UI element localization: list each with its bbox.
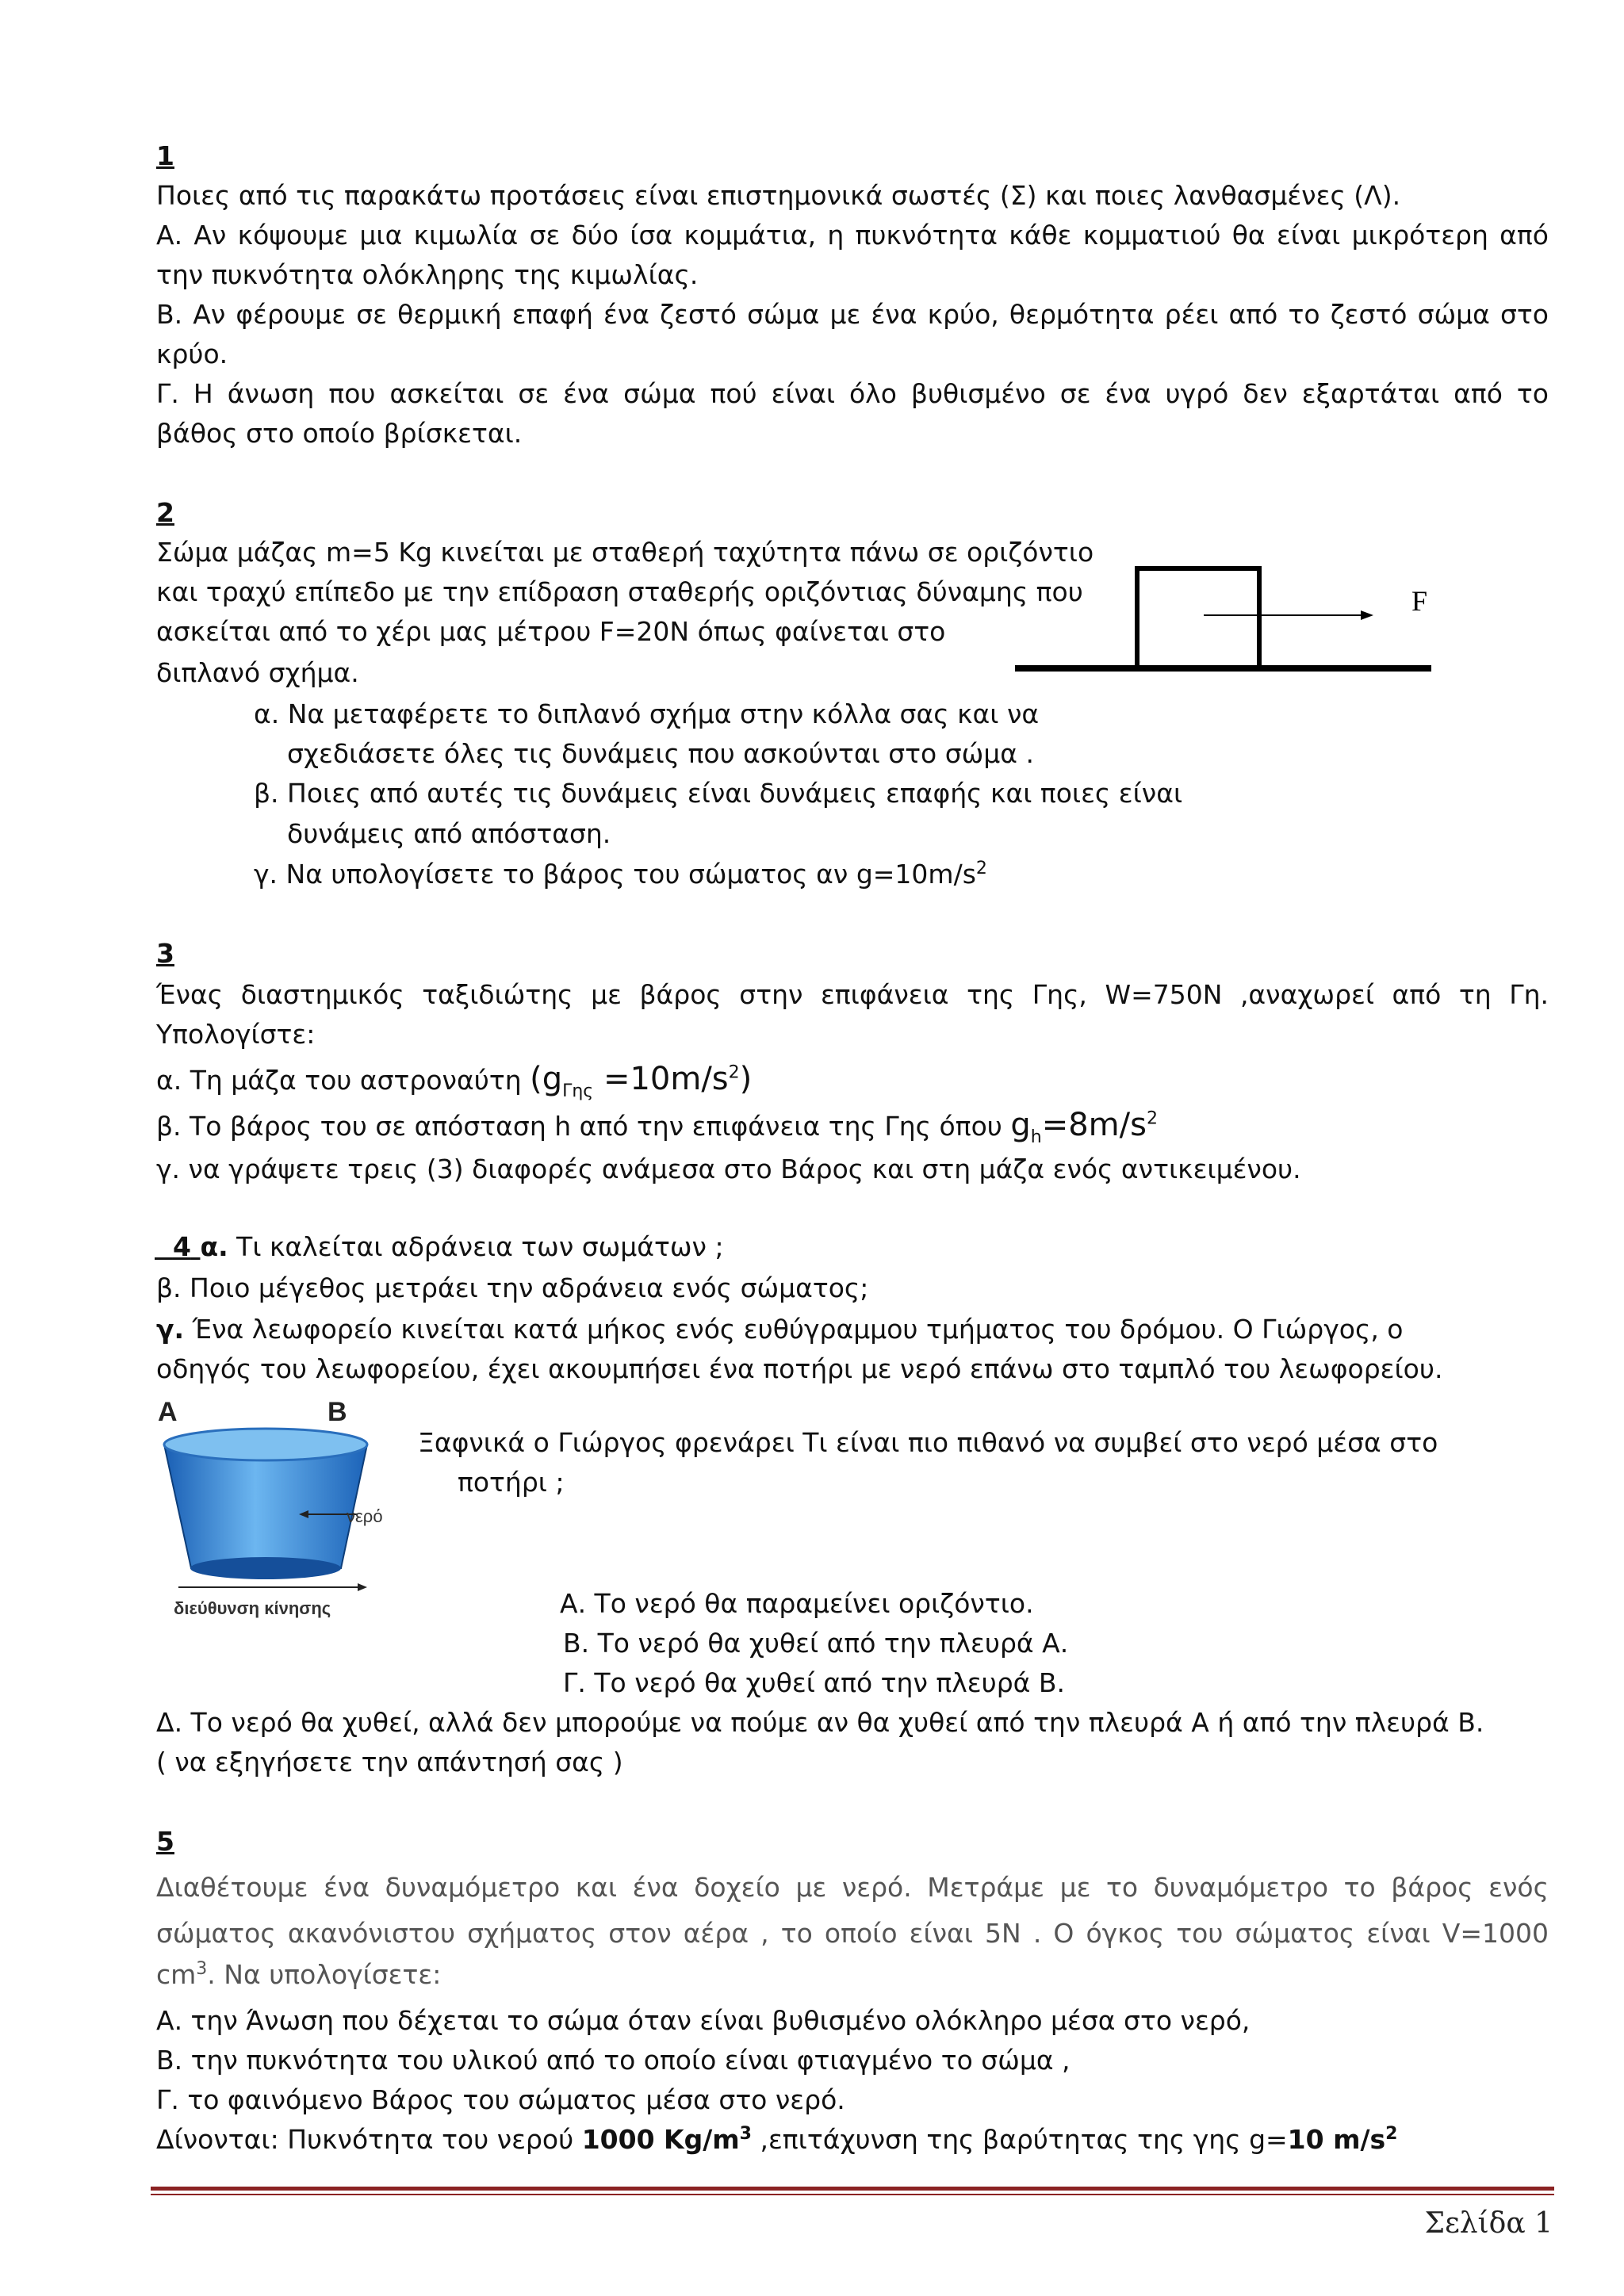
q3-c-line: γ. να γράψετε τρεις (3) διαφορές ανάμεσα στο Βάρος και στη μάζα ενός αντικειμένου.	[156, 1154, 1301, 1184]
direction-arrow-head	[358, 1583, 367, 1591]
q4-a-text: Τι καλείται αδράνεια των σωμάτων ;	[228, 1231, 724, 1262]
q2-c-text: γ. Να υπολογίσετε το βάρος του σώματος αν g=10m/s	[254, 859, 976, 890]
q3-a-g: (g	[530, 1061, 563, 1097]
glass-body	[164, 1445, 367, 1568]
q5-line1: Διαθέτουμε ένα δυναμόμετρο και ένα δοχείο με νερό. Μετράμε με το δυναμόμετρο το βάρος ενός	[156, 1872, 1549, 1903]
q5-b-line: Β. την πυκνότητα του υλικού από το οποίο είναι φτιαγμένο το σώμα ,	[156, 2045, 1071, 2076]
water-glass-figure	[147, 1395, 416, 1625]
q5-density-value: 1000 Kg/m	[581, 2124, 740, 2155]
q1-c-line2: βάθος στο οποίο βρίσκεται.	[156, 418, 523, 449]
q5-a-line: Α. την Άνωση που δέχεται το σώμα όταν είναι βυθισμένο ολόκληρο μέσα στο νερό,	[156, 2005, 1251, 2036]
q3-a-val: =10m/s	[593, 1061, 729, 1097]
q5-g-value: 10 m/s	[1287, 2124, 1386, 2155]
q5-c-line: Γ. το φαινόμενο Βάρος του σώματος μέσα στο νερό.	[156, 2084, 845, 2115]
q5-line3-sup: 3	[196, 1959, 208, 1979]
q2-line4: διπλανό σχήμα.	[156, 657, 359, 688]
glass-bottom	[190, 1557, 341, 1579]
force-arrow-head	[1361, 610, 1373, 620]
q3-b-text: β. Το βάρος του σε απόσταση h από την επιφάνεια της Γης όπου	[156, 1111, 1011, 1142]
q5-line3-rest: . Να υπολογίσετε:	[207, 1959, 442, 1990]
q3-b-sup: 2	[1146, 1108, 1158, 1129]
q4-a-line	[155, 1227, 724, 1267]
q3-b-formula	[1010, 1107, 1158, 1147]
q5-given-mid: ,επιτάχυνση της βαρύτητας της γης g=	[751, 2124, 1288, 2155]
q4-option-b: Β. Το νερό θα χυθεί από την πλευρά Α.	[563, 1628, 1069, 1659]
q3-a-sub: Γης	[562, 1081, 594, 1101]
block	[1137, 568, 1259, 668]
q5-line3-unit: cm	[156, 1959, 197, 1990]
q2-a-line2: σχεδιάσετε όλες τις δυνάμεις που ασκούνται στο σώμα .	[287, 738, 1034, 769]
q5-g-sup: 2	[1385, 2124, 1398, 2144]
q3-a-formula	[530, 1061, 753, 1101]
q3-a-close: )	[739, 1061, 753, 1097]
q4-c-label: γ.	[156, 1314, 185, 1345]
q5-given-g	[1288, 2124, 1398, 2155]
q1-c-line1: Γ. Η άνωση που ασκείται σε ένα σώμα πού είναι όλο βυθισμένο σε ένα υγρό δεν εξαρτάται από το	[156, 378, 1549, 409]
q5-line3	[156, 1955, 441, 1995]
q5-number: 5	[156, 1826, 174, 1857]
direction-label: διεύθυνση κίνησης	[174, 1598, 331, 1618]
q2-line2: και τραχύ επίπεδο με την επίδραση σταθερής οριζόντιας δύναμης που	[156, 576, 1083, 607]
footer-rule-thin	[151, 2194, 1554, 2195]
q3-b-sub: h	[1030, 1127, 1042, 1147]
q1-intro: Ποιες από τις παρακάτω προτάσεις είναι επιστημονικά σωστές (Σ) και ποιες λανθασμένες (Λ).	[156, 180, 1401, 211]
q2-number: 2	[156, 497, 174, 528]
q4-c-line2: οδηγός του λεωφορείου, έχει ακουμπήσει ένα ποτήρι με νερό επάνω στο ταμπλό του λεωφορείου.	[156, 1353, 1443, 1384]
q5-given-density	[582, 2124, 752, 2155]
glass-label-b: B	[327, 1397, 347, 1427]
q1-a-line1: Α. Αν κόψουμε μια κιμωλία σε δύο ίσα κομμάτια, η πυκνότητα κάθε κομματιού θα είναι μικρότερη από	[156, 220, 1549, 251]
q4-option-c: Γ. Το νερό θα χυθεί από την πλευρά Β.	[563, 1667, 1066, 1698]
q1-b-line2: κρύο.	[156, 339, 228, 369]
q5-density-sup: 3	[739, 2124, 752, 2144]
q4-number-value: 4	[172, 1231, 191, 1262]
q2-line3: ασκείται από το χέρι μας μέτρου F=20N όπως φαίνεται στο	[156, 616, 946, 647]
q2-c-line	[254, 855, 987, 894]
q3-b-val: =8m/s	[1041, 1107, 1147, 1143]
q4-c-line3: Ξαφνικά ο Γιώργος φρενάρει Τι είναι πιο πιθανό να συμβεί στο νερό μέσα στο	[418, 1427, 1438, 1458]
q5-given-line	[156, 2120, 1397, 2160]
q4-explain: ( να εξηγήσετε την απάντησή σας )	[156, 1747, 623, 1777]
glass-label-a: A	[158, 1397, 178, 1427]
q4-option-a: Α. Το νερό θα παραμείνει οριζόντιο.	[560, 1588, 1034, 1619]
block-on-surface-figure	[1007, 555, 1443, 682]
q3-a-text: α. Τη μάζα του αστροναύτη	[156, 1065, 530, 1096]
q1-a-line2: την πυκνότητα ολόκληρης της κιμωλίας.	[156, 259, 699, 290]
q3-line2: Υπολογίστε:	[156, 1019, 316, 1050]
q2-a-line1: α. Να μεταφέρετε το διπλανό σχήμα στην κόλλα σας και να	[254, 698, 1040, 729]
q4-number	[155, 1231, 200, 1262]
footer-rule-thick	[151, 2187, 1554, 2191]
q2-b-line2: δυνάμεις από απόσταση.	[287, 818, 611, 849]
q2-c-sup: 2	[975, 859, 987, 878]
q4-a-label: α.	[200, 1231, 228, 1262]
q4-b-line: β. Ποιο μέγεθος μετράει την αδράνεια ενός σώματος;	[156, 1272, 869, 1303]
force-label: F	[1411, 585, 1428, 617]
q4-c-line1	[156, 1310, 1404, 1349]
q5-line2: σώματος ακανόνιστου σχήματος στον αέρα , το οποίο είναι 5Ν . Ο όγκος του σώματος είναι V=1000	[156, 1918, 1549, 1949]
q4-option-d: Δ. Το νερό θα χυθεί, αλλά δεν μπορούμε να πούμε αν θα χυθεί από την πλευρά Α ή από την πλευρά Β.	[156, 1707, 1484, 1738]
q4-c-line4: ποτήρι ;	[458, 1467, 565, 1498]
q1-number: 1	[156, 140, 174, 171]
q3-number: 3	[156, 938, 174, 969]
q2-line1: Σώμα μάζας m=5 Kg κινείται με σταθερή ταχύτητα πάνω σε οριζόντιο	[156, 537, 1094, 568]
q4-c-text: Ένα λεωφορείο κινείται κατά μήκος ενός ευθύγραμμου τμήματος του δρόμου. Ο Γιώργος, ο	[184, 1314, 1404, 1345]
q3-a-sup: 2	[728, 1062, 740, 1083]
q3-a-line	[156, 1059, 752, 1100]
q2-b-line1: β. Ποιες από αυτές τις δυνάμεις είναι δυνάμεις επαφής και ποιες είναι	[254, 778, 1183, 809]
q3-b-g: g	[1010, 1107, 1031, 1143]
page-number: Σελίδα 1	[1424, 2207, 1553, 2240]
q3-line1: Ένας διαστημικός ταξιδιώτης με βάρος στην επιφάνεια της Γης, W=750N ,αναχωρεί από τη Γη.	[156, 979, 1549, 1010]
water-surface	[164, 1429, 367, 1460]
water-label: νερό	[347, 1506, 383, 1526]
q5-given-text: Δίνονται: Πυκνότητα του νερού	[156, 2124, 582, 2155]
q1-b-line1: Β. Αν φέρουμε σε θερμική επαφή ένα ζεστό σώμα με ένα κρύο, θερμότητα ρέει από το ζεστό σώμα στο	[156, 299, 1549, 330]
q3-b-line	[156, 1105, 1158, 1146]
